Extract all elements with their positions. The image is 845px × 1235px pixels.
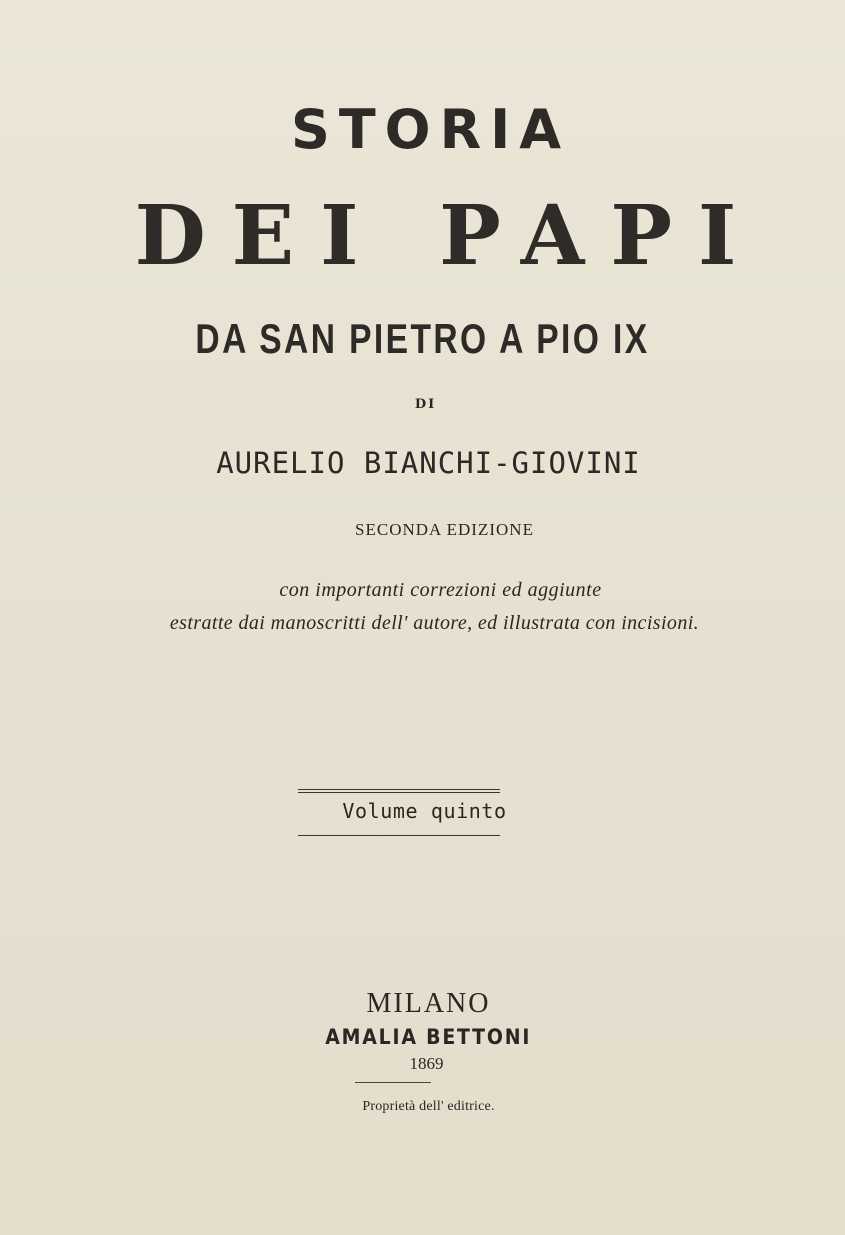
description-line-1: con importanti correzioni ed aggiunte bbox=[279, 579, 602, 601]
by-label: DI bbox=[414, 397, 437, 412]
imprint-city: MILANO bbox=[366, 988, 491, 1019]
title-line-storia: STORIA bbox=[290, 98, 571, 161]
volume-rule-bottom bbox=[298, 835, 500, 836]
description-line-2: estratte dai manoscritti dell' autore, ed illustrata con incisioni. bbox=[169, 612, 700, 634]
imprint-divider bbox=[355, 1082, 431, 1083]
edition-label: SECONDA EDIZIONE bbox=[355, 520, 534, 539]
volume-label: Volume quinto bbox=[342, 799, 507, 823]
author-name: AURELIO BIANCHI-GIOVINI bbox=[216, 446, 641, 480]
imprint-rights: Proprietà dell' editrice. bbox=[362, 1099, 495, 1114]
imprint-year: 1869 bbox=[409, 1054, 444, 1073]
subtitle-line: DA SAN PIETRO A PIO IX bbox=[195, 315, 650, 362]
imprint-publisher: AMALIA BETTONI bbox=[325, 1025, 532, 1049]
volume-rule-top-thin bbox=[298, 792, 500, 793]
volume-rule-top bbox=[298, 789, 500, 790]
title-line-dei-papi: DEI PAPI bbox=[134, 188, 763, 284]
